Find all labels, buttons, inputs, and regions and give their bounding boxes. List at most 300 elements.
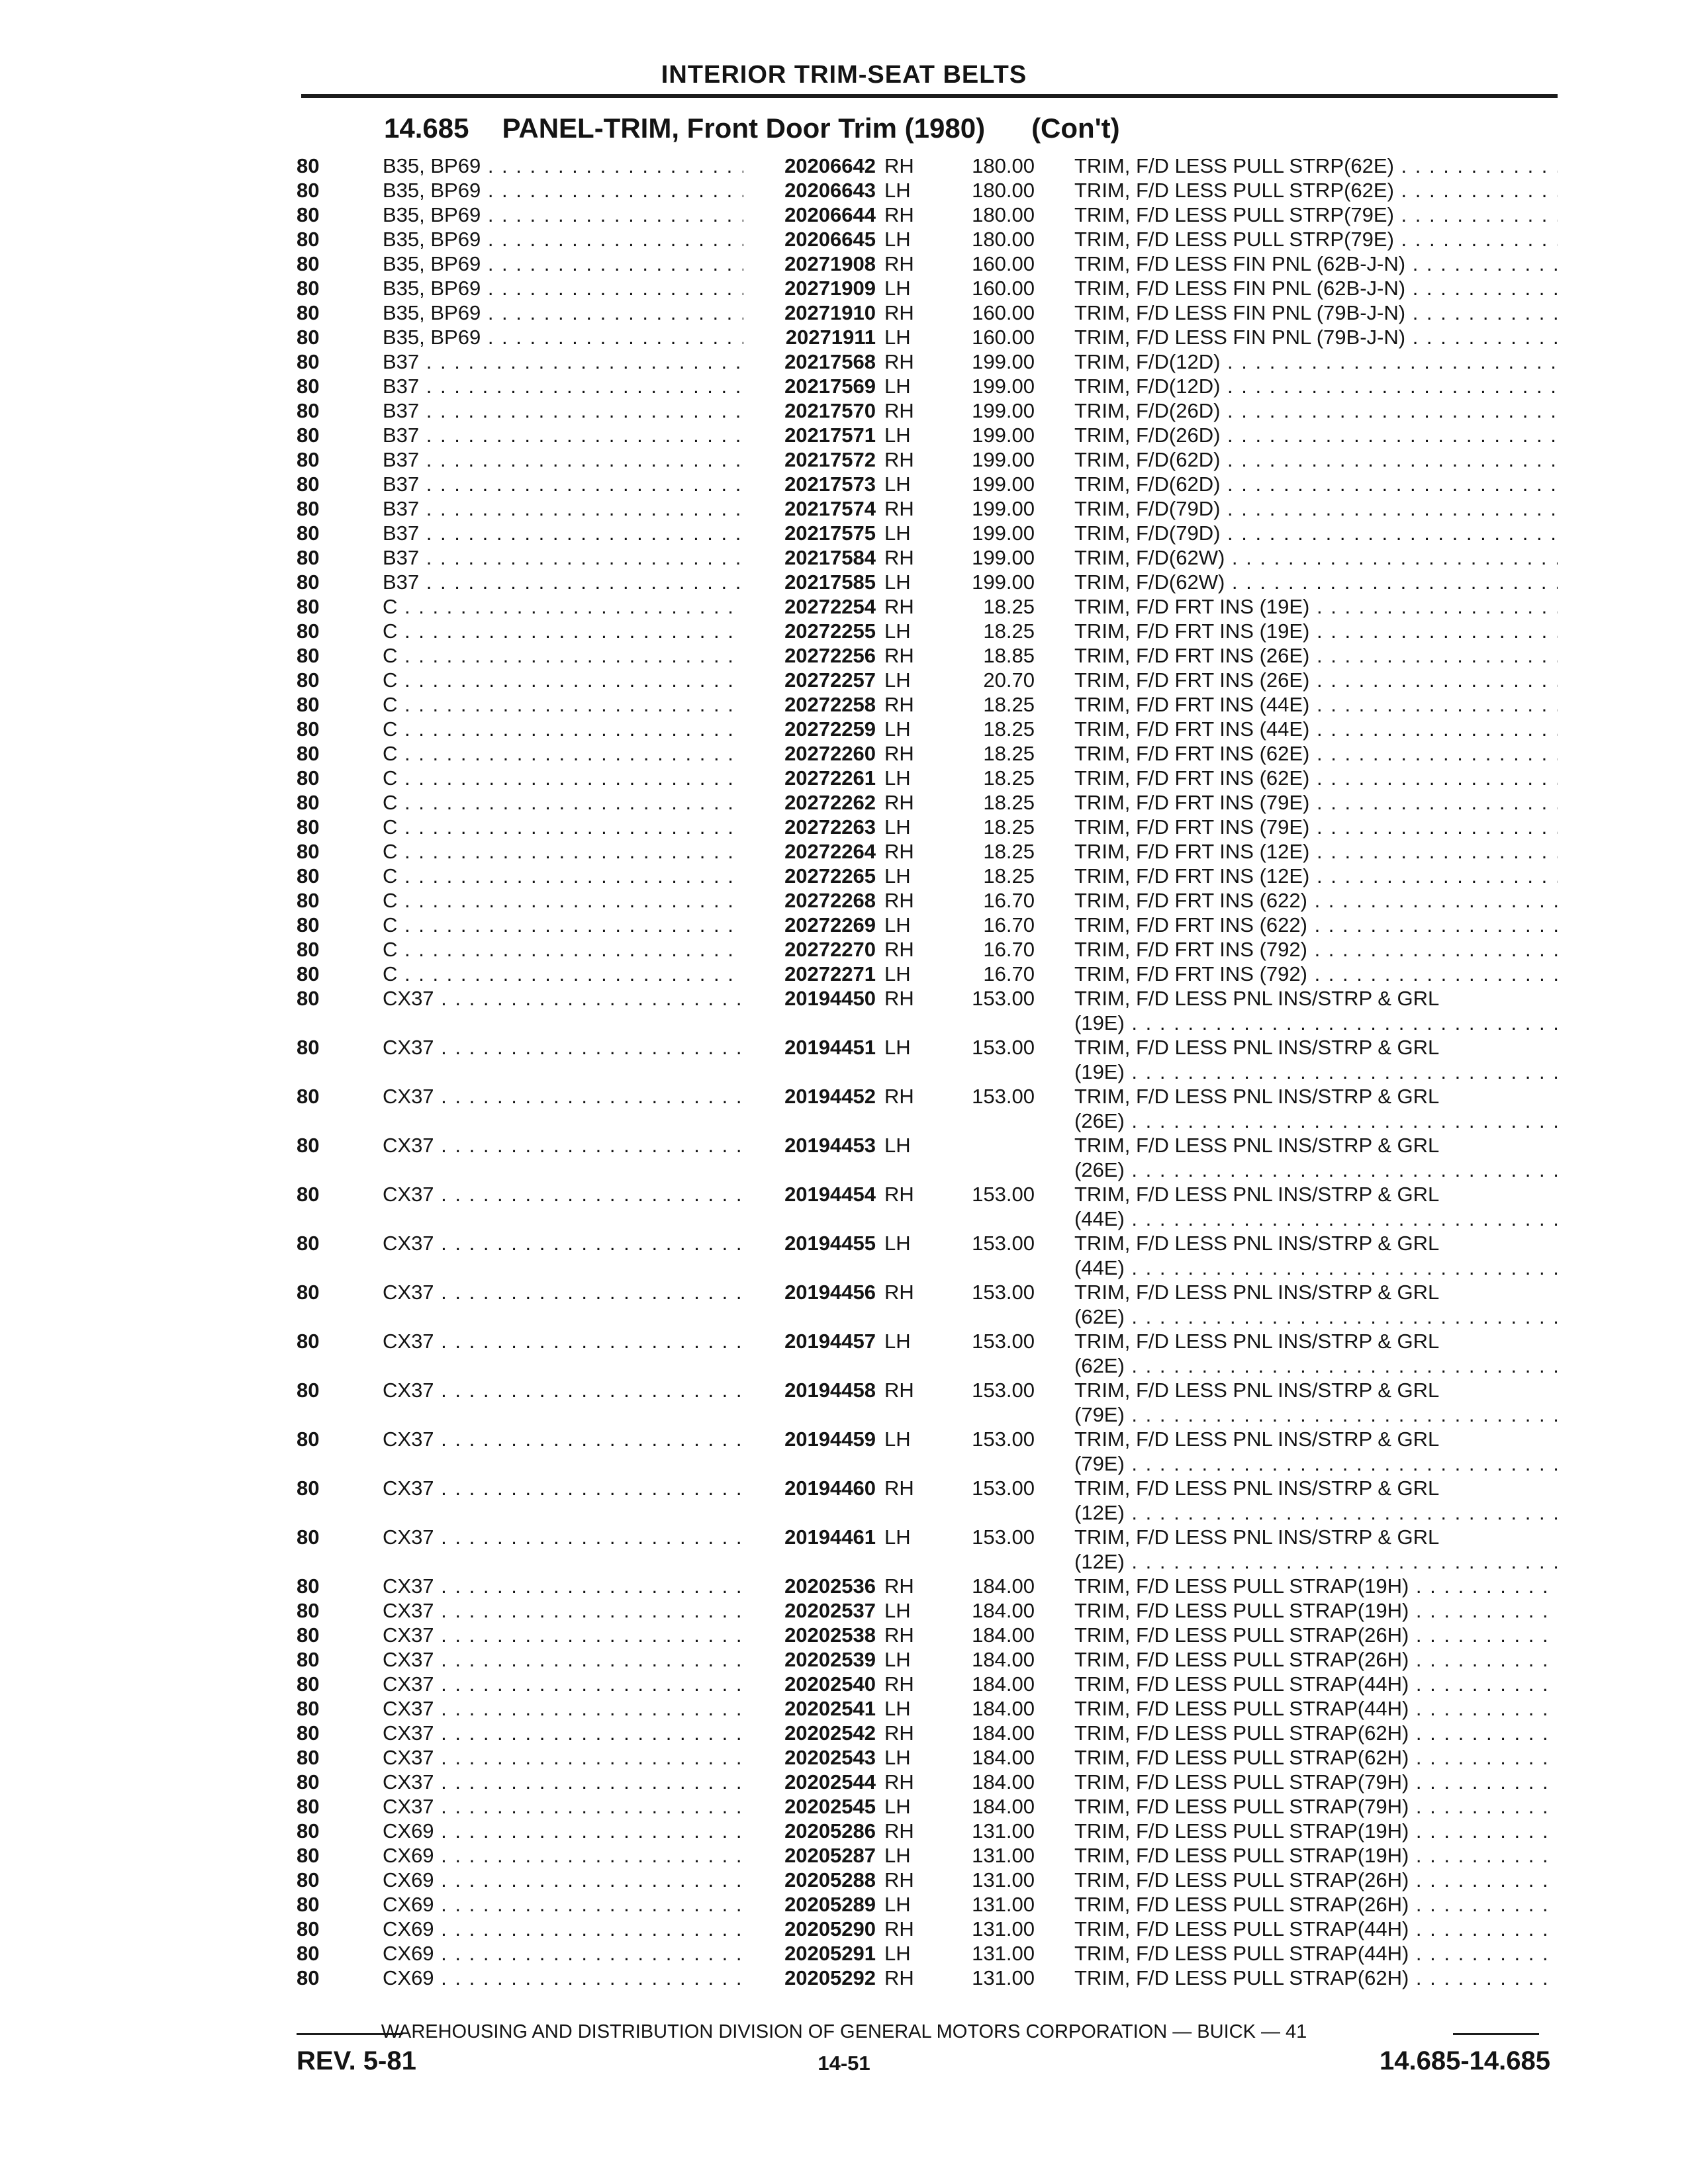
table-row [297,962,1558,986]
description-cell: TRIM, F/D FRT INS (44E) . . . [1074,692,1558,717]
table-row [297,154,1558,178]
model-cell: B35, BP69 . . . [383,276,743,300]
year-cell: 80 [297,1134,320,1157]
part-number-cell: 20272265 [784,864,876,887]
model-cell: CX37 . . . [383,1133,743,1158]
model-cell: CX37 . . . [383,1770,743,1794]
side-cell: RH [884,840,914,863]
description-cell: TRIM, F/D LESS PNL INS/STRP & GRL [1074,1379,1440,1402]
price-cell: 184.00 [972,1672,1035,1696]
model-cell: B37 . . . [383,545,743,570]
part-number-cell: 20202541 [784,1697,876,1720]
year-cell: 80 [297,693,320,716]
year-cell: 80 [297,301,320,324]
part-number-cell: 20272271 [784,962,876,985]
description-cell: TRIM, F/D LESS PNL INS/STRP & GRL [1074,1477,1440,1500]
table-row [297,741,1558,766]
table-row [297,1794,1558,1819]
model-cell: CX37 . . . [383,1721,743,1745]
description-cell: TRIM, F/D FRT INS (12E) . . . [1074,864,1558,888]
side-cell: RH [884,889,914,912]
table-row [297,1133,1558,1182]
side-cell: RH [884,301,914,324]
description-cell: TRIM, F/D(26D) . . . [1074,398,1558,423]
year-cell: 80 [297,228,320,251]
model-cell: CX37 . . . [383,1231,743,1255]
table-row [297,521,1558,545]
part-number-cell: 20217569 [784,375,876,398]
description-cell: TRIM, F/D FRT INS (19E) . . . [1074,619,1558,643]
price-cell: 153.00 [972,987,1035,1010]
model-cell: CX69 . . . [383,1843,743,1868]
table-row [297,1427,1558,1476]
part-number-cell: 20202543 [784,1746,876,1769]
year-cell: 80 [297,570,320,594]
description-cell: TRIM, F/D(12D) . . . [1074,349,1558,374]
year-cell: 80 [297,1672,320,1696]
year-cell: 80 [297,497,320,520]
model-cell: B35, BP69 . . . [383,203,743,227]
model-cell: C . . . [383,741,743,766]
description-cell: TRIM, F/D FRT INS (79E) . . . [1074,815,1558,839]
table-row [297,1721,1558,1745]
side-cell: RH [884,350,914,373]
table-row [297,1917,1558,1941]
price-cell: 184.00 [972,1721,1035,1745]
model-cell: CX69 . . . [383,1917,743,1941]
table-row [297,790,1558,815]
year-cell: 80 [297,619,320,643]
description-cell: TRIM, F/D LESS PNL INS/STRP & GRL [1074,1036,1440,1059]
year-cell: 80 [297,1085,320,1108]
description-cell: TRIM, F/D LESS PULL STRP(79E) . . . [1074,203,1558,227]
table-row [297,717,1558,741]
model-cell: CX37 . . . [383,1672,743,1696]
year-cell: 80 [297,644,320,667]
table-row [297,594,1558,619]
part-number-cell: 20194450 [784,987,876,1010]
part-number-cell: 20272257 [784,668,876,692]
table-row [297,1329,1558,1378]
table-row [297,1280,1558,1329]
model-cell: CX69 . . . [383,1941,743,1966]
side-cell: LH [884,1795,911,1818]
description-cell: TRIM, F/D LESS PNL INS/STRP & GRL [1074,987,1440,1010]
year-cell: 80 [297,1330,320,1353]
year-cell: 80 [297,154,320,177]
part-number-cell: 20206642 [784,154,876,177]
year-cell: 80 [297,277,320,300]
table-row [297,619,1558,643]
year-cell: 80 [297,252,320,275]
part-number-cell: 20194457 [784,1330,876,1353]
side-cell: LH [884,766,911,790]
part-number-cell: 20217575 [784,522,876,545]
description-cell: TRIM, F/D LESS PULL STRP(62E) . . . [1074,154,1558,178]
model-cell: B35, BP69 . . . [383,178,743,203]
side-cell: LH [884,1232,911,1255]
year-cell: 80 [297,203,320,226]
part-number-cell: 20272269 [784,913,876,936]
part-number-cell: 20217584 [784,546,876,569]
description-cell: TRIM, F/D FRT INS (622) . . . [1074,913,1558,937]
price-cell: 18.85 [983,644,1035,667]
price-cell: 199.00 [972,424,1035,447]
side-cell: RH [884,644,914,667]
price-cell: 180.00 [972,228,1035,251]
side-cell: RH [884,448,914,471]
model-cell: CX69 . . . [383,1868,743,1892]
side-cell: RH [884,154,914,177]
table-row [297,251,1558,276]
price-cell: 184.00 [972,1574,1035,1598]
price-cell: 153.00 [972,1428,1035,1451]
model-cell: CX37 . . . [383,1623,743,1647]
description-cell: TRIM, F/D FRT INS (622) . . . [1074,888,1558,913]
part-number-cell: 20272256 [784,644,876,667]
part-number-cell: 20205292 [784,1966,876,1989]
description-cell: TRIM, F/D LESS PULL STRAP(44H) . . . [1074,1672,1558,1696]
section-name: PANEL-TRIM, Front Door Trim (1980) [502,113,986,144]
model-cell: B35, BP69 . . . [383,251,743,276]
price-cell: 199.00 [972,350,1035,373]
part-number-cell: 20217585 [784,570,876,594]
year-cell: 80 [297,913,320,936]
part-number-cell: 20272264 [784,840,876,863]
side-cell: RH [884,1623,914,1647]
model-cell: B37 . . . [383,423,743,447]
year-cell: 80 [297,766,320,790]
model-cell: B37 . . . [383,570,743,594]
price-cell: 160.00 [972,301,1035,324]
table-row [297,643,1558,668]
side-cell: RH [884,1721,914,1745]
side-cell: RH [884,693,914,716]
model-cell: CX37 . . . [383,1745,743,1770]
description-cell: TRIM, F/D LESS PULL STRP(62E) . . . [1074,178,1558,203]
table-row [297,1525,1558,1574]
year-cell: 80 [297,1232,320,1255]
model-cell: C . . . [383,766,743,790]
model-cell: CX37 . . . [383,1035,743,1060]
description-cell: TRIM, F/D LESS PNL INS/STRP & GRL [1074,1134,1440,1157]
part-number-cell: 20217571 [784,424,876,447]
model-cell: C . . . [383,692,743,717]
price-cell: 184.00 [972,1648,1035,1671]
part-number-cell: 20194453 [784,1134,876,1157]
table-row [297,447,1558,472]
section-range: 14.685-14.685 [1379,2046,1550,2075]
model-cell: B37 . . . [383,521,743,545]
part-number-cell: 20202536 [784,1574,876,1598]
description-cell: TRIM, F/D(62W) . . . [1074,570,1558,594]
part-number-cell: 20202537 [784,1599,876,1622]
part-number-cell: 20194460 [784,1477,876,1500]
description-cell: TRIM, F/D LESS FIN PNL (62B-J-N) . . . [1074,276,1558,300]
part-number-cell: 20272261 [784,766,876,790]
year-cell: 80 [297,1893,320,1916]
side-cell: LH [884,277,911,300]
table-row [297,472,1558,496]
part-number-cell: 20194455 [784,1232,876,1255]
price-cell: 153.00 [972,1085,1035,1108]
price-cell: 153.00 [972,1232,1035,1255]
side-cell: LH [884,179,911,202]
year-cell: 80 [297,424,320,447]
model-cell: CX37 . . . [383,1574,743,1598]
description-cell: TRIM, F/D LESS PULL STRAP(26H) . . . [1074,1647,1558,1672]
model-cell: C . . . [383,594,743,619]
table-row [297,1647,1558,1672]
model-cell: B35, BP69 . . . [383,300,743,325]
model-cell: CX37 . . . [383,1280,743,1304]
table-row [297,1476,1558,1525]
price-cell: 131.00 [972,1966,1035,1989]
side-cell: LH [884,1599,911,1622]
table-row [297,888,1558,913]
price-cell: 153.00 [972,1525,1035,1549]
price-cell: 18.25 [983,791,1035,814]
model-cell: C . . . [383,839,743,864]
table-row [297,1378,1558,1427]
description-cell: TRIM, F/D LESS PULL STRAP(44H) . . . [1074,1696,1558,1721]
model-cell: CX37 . . . [383,986,743,1011]
side-cell: RH [884,203,914,226]
table-row [297,276,1558,300]
part-number-cell: 20271910 [784,301,876,324]
description-cell: TRIM, F/D LESS PULL STRAP(26H) . . . [1074,1868,1558,1892]
side-cell: LH [884,375,911,398]
part-number-cell: 20272260 [784,742,876,765]
year-cell: 80 [297,448,320,471]
description-cont-cell: (44E) . . . [1074,1255,1558,1280]
part-number-cell: 20272268 [784,889,876,912]
description-cont-cell: (19E) . . . [1074,1060,1558,1084]
description-cont-cell: (62E) . . . [1074,1353,1558,1378]
price-cell: 199.00 [972,473,1035,496]
model-cell: B37 . . . [383,398,743,423]
price-cell: 153.00 [972,1183,1035,1206]
description-cont-cell: (26E) . . . [1074,1158,1558,1182]
part-number-cell: 20272262 [784,791,876,814]
side-cell: LH [884,228,911,251]
model-cell: B37 . . . [383,447,743,472]
year-cell: 80 [297,815,320,839]
description-cell: TRIM, F/D LESS PNL INS/STRP & GRL [1074,1330,1440,1353]
part-number-cell: 20272263 [784,815,876,839]
part-number-cell: 20271911 [785,326,876,349]
side-cell: RH [884,497,914,520]
table-row [297,1892,1558,1917]
table-row [297,374,1558,398]
part-number-cell: 20272259 [784,717,876,741]
table-row [297,349,1558,374]
section-title [384,113,1120,144]
description-cell: TRIM, F/D LESS PNL INS/STRP & GRL [1074,1085,1440,1108]
side-cell: RH [884,546,914,569]
model-cell: B37 . . . [383,349,743,374]
description-cont-cell: (79E) . . . [1074,1402,1558,1427]
model-cell: B37 . . . [383,496,743,521]
table-row [297,692,1558,717]
year-cell: 80 [297,1746,320,1769]
part-number-cell: 20272270 [784,938,876,961]
model-cell: CX69 . . . [383,1892,743,1917]
side-cell: RH [884,938,914,961]
description-cell: TRIM, F/D(79D) . . . [1074,496,1558,521]
year-cell: 80 [297,326,320,349]
part-number-cell: 20217568 [784,350,876,373]
table-row [297,398,1558,423]
description-cell: TRIM, F/D FRT INS (26E) . . . [1074,643,1558,668]
table-row [297,1182,1558,1231]
description-cont-cell: (26E) . . . [1074,1109,1558,1133]
price-cell: 18.25 [983,766,1035,790]
part-number-cell: 20202540 [784,1672,876,1696]
price-cell: 131.00 [972,1868,1035,1891]
table-row [297,1745,1558,1770]
description-cell: TRIM, F/D FRT INS (792) . . . [1074,937,1558,962]
side-cell: RH [884,742,914,765]
part-number-cell: 20194456 [784,1281,876,1304]
price-cell: 18.25 [983,742,1035,765]
year-cell: 80 [297,791,320,814]
side-cell: LH [884,864,911,887]
model-cell: C . . . [383,864,743,888]
part-number-cell: 20194454 [784,1183,876,1206]
price-cell: 18.25 [983,595,1035,618]
part-number-cell: 20272254 [784,595,876,618]
model-cell: C . . . [383,913,743,937]
side-cell: LH [884,1844,911,1867]
price-cell: 18.25 [983,717,1035,741]
part-number-cell: 20217570 [784,399,876,422]
table-row [297,913,1558,937]
description-cell: TRIM, F/D LESS PULL STRAP(79H) . . . [1074,1770,1558,1794]
year-cell: 80 [297,938,320,961]
table-row [297,227,1558,251]
year-cell: 80 [297,717,320,741]
year-cell: 80 [297,1281,320,1304]
description-cell: TRIM, F/D LESS PULL STRAP(79H) . . . [1074,1794,1558,1819]
description-cont-cell: (44E) . . . [1074,1206,1558,1231]
part-number-cell: 20205289 [784,1893,876,1916]
model-cell: C . . . [383,937,743,962]
part-number-cell: 20206643 [784,179,876,202]
price-cell: 131.00 [972,1893,1035,1916]
table-row [297,1966,1558,1990]
description-cell: TRIM, F/D LESS PNL INS/STRP & GRL [1074,1525,1440,1549]
year-cell: 80 [297,1697,320,1720]
year-cell: 80 [297,1599,320,1622]
part-number-cell: 20194461 [784,1525,876,1549]
year-cell: 80 [297,742,320,765]
part-number-cell: 20202542 [784,1721,876,1745]
table-row [297,766,1558,790]
description-cell: TRIM, F/D LESS PULL STRAP(62H) . . . [1074,1721,1558,1745]
table-row [297,839,1558,864]
part-number-cell: 20205291 [784,1942,876,1965]
side-cell: RH [884,595,914,618]
year-cell: 80 [297,1942,320,1965]
side-cell: RH [884,1477,914,1500]
model-cell: C . . . [383,668,743,692]
year-cell: 80 [297,1525,320,1549]
part-number-cell: 20272255 [784,619,876,643]
table-row [297,1941,1558,1966]
side-cell: LH [884,424,911,447]
model-cell: CX69 . . . [383,1966,743,1990]
year-cell: 80 [297,1770,320,1794]
description-cell: TRIM, F/D FRT INS (44E) . . . [1074,717,1558,741]
model-cell: B35, BP69 . . . [383,227,743,251]
year-cell: 80 [297,1183,320,1206]
part-number-cell: 20217574 [784,497,876,520]
model-cell: C . . . [383,717,743,741]
side-cell: LH [884,1134,911,1157]
year-cell: 80 [297,1844,320,1867]
revision-label: REV. 5-81 [297,2046,416,2075]
model-cell: CX37 . . . [383,1378,743,1402]
price-cell: 153.00 [972,1379,1035,1402]
page-number: 14-51 [818,2052,870,2075]
description-cell: TRIM, F/D FRT INS (792) . . . [1074,962,1558,986]
table-row [297,1598,1558,1623]
description-cont-cell: (79E) . . . [1074,1451,1558,1476]
side-cell: RH [884,1770,914,1794]
side-cell: LH [884,1746,911,1769]
year-cell: 80 [297,668,320,692]
price-cell: 20.70 [983,668,1035,692]
side-cell: LH [884,1648,911,1671]
description-cell: TRIM, F/D(26D) . . . [1074,423,1558,447]
side-cell: RH [884,1281,914,1304]
part-number-cell: 20202545 [784,1795,876,1818]
side-cell: LH [884,668,911,692]
description-cell: TRIM, F/D FRT INS (19E) . . . [1074,594,1558,619]
description-cell: TRIM, F/D LESS PNL INS/STRP & GRL [1074,1281,1440,1304]
description-cell: TRIM, F/D LESS PNL INS/STRP & GRL [1074,1232,1440,1255]
part-number-cell: 20217573 [784,473,876,496]
parts-table [297,154,1558,1990]
description-cell: TRIM, F/D LESS FIN PNL (62B-J-N) . . . [1074,251,1558,276]
part-number-cell: 20202539 [784,1648,876,1671]
table-row [297,496,1558,521]
side-cell: RH [884,1819,914,1843]
price-cell: 16.70 [983,938,1035,961]
year-cell: 80 [297,1819,320,1843]
year-cell: 80 [297,595,320,618]
price-cell: 131.00 [972,1819,1035,1843]
page-header: INTERIOR TRIM-SEAT BELTS [661,61,1027,89]
part-number-cell: 20205287 [784,1844,876,1867]
side-cell: LH [884,570,911,594]
year-cell: 80 [297,840,320,863]
table-row [297,1868,1558,1892]
header-rule [301,94,1558,98]
year-cell: 80 [297,1966,320,1989]
description-cell: TRIM, F/D LESS PNL INS/STRP & GRL [1074,1183,1440,1206]
table-row [297,1819,1558,1843]
side-cell: RH [884,399,914,422]
part-number-cell: 20217572 [784,448,876,471]
side-cell: RH [884,1085,914,1108]
price-cell: 131.00 [972,1844,1035,1867]
price-cell: 16.70 [983,962,1035,985]
description-cell: TRIM, F/D(12D) . . . [1074,374,1558,398]
table-row [297,178,1558,203]
description-cell: TRIM, F/D LESS PULL STRAP(19H) . . . [1074,1574,1558,1598]
